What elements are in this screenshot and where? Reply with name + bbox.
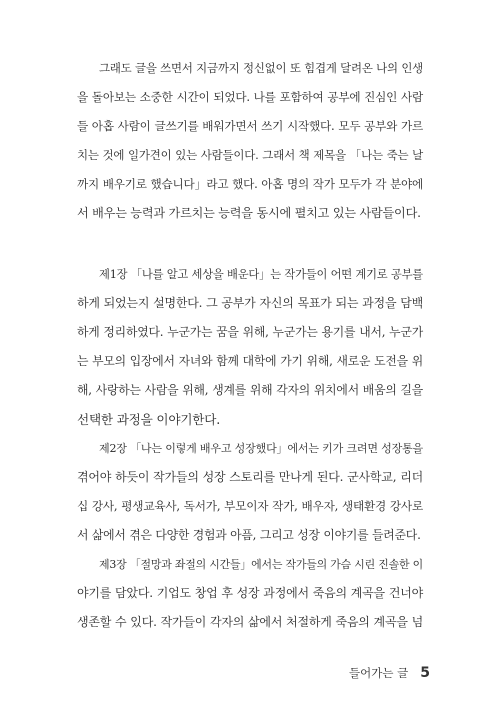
text-line: 들 아홉 사람이 글쓰기를 배워가면서 쓰기 시작했다. 모두 공부와 가르	[77, 119, 423, 133]
text-line: 하게 되었는지 설명한다. 그 공부가 자신의 목표가 되는 과정을 담백	[77, 296, 423, 310]
page-number: 5	[420, 665, 430, 681]
text-line: 서 삶에서 겪은 다양한 경험과 아픔, 그리고 성장 이야기를 들려준다.	[77, 528, 421, 542]
page-footer	[349, 665, 430, 681]
text-line: 십 강사, 평생교육사, 독서가, 부모이자 작가, 배우자, 생태환경 강사로	[77, 499, 423, 513]
text-line: 제2장 「나는 이렇게 배우고 성장했다」에서는 키가 크려면 성장통을	[99, 442, 423, 455]
text-line: 까지 배우기로 했습니다」라고 했다. 아홉 명의 작가 모두가 각 분야에	[77, 177, 423, 191]
text-line: 겪어야 하듯이 작가들의 성장 스토리를 만나게 된다. 군사학교, 리더	[77, 470, 423, 484]
text-line: 제1장 「나를 알고 세상을 배운다」는 작가들이 어떤 계기로 공부를	[99, 268, 423, 281]
text-line: 생존할 수 있다. 작가들이 각자의 삶에서 처절하게 죽음의 계곡을 넘	[77, 615, 423, 629]
paragraph-intro	[77, 54, 423, 228]
text-line: 해, 사랑하는 사람을 위해, 생계를 위해 각자의 위치에서 배움의 길을	[77, 383, 423, 397]
text-line: 선택한 과정을 이야기한다.	[77, 412, 221, 427]
paragraph-chapter-3	[77, 550, 423, 637]
text-line: 그래도 글을 쓰면서 지금까지 정신없이 또 힘겹게 달려온 나의 인생	[99, 61, 423, 75]
paragraph-gap	[77, 228, 423, 260]
paragraph-chapter-2	[77, 434, 423, 550]
body-text	[77, 54, 423, 637]
text-line: 서 배우는 능력과 가르치는 능력을 동시에 펼치고 있는 사람들이다.	[77, 206, 421, 220]
section-label: 들어가는 글	[349, 666, 409, 680]
text-line: 는 부모의 입장에서 자녀와 함께 대학에 가기 위해, 새로운 도전을 위	[77, 354, 423, 368]
text-line: 을 돌아보는 소중한 시간이 되었다. 나를 포함하여 공부에 진심인 사람	[77, 90, 423, 104]
text-line: 하게 정리하였다. 누군가는 꿈을 위해, 누군가는 용기를 내서, 누군가	[77, 325, 423, 339]
text-line: 제3장 「절망과 좌절의 시간들」에서는 작가들의 가슴 시린 진솔한 이	[99, 558, 423, 571]
paragraph-chapter-1	[77, 260, 423, 434]
text-line: 야기를 담았다. 기업도 창업 후 성장 과정에서 죽음의 계곡을 건너야	[77, 586, 423, 600]
text-line: 치는 것에 일가견이 있는 사람들이다. 그래서 책 제목을 「나는 죽는 날	[77, 148, 423, 162]
